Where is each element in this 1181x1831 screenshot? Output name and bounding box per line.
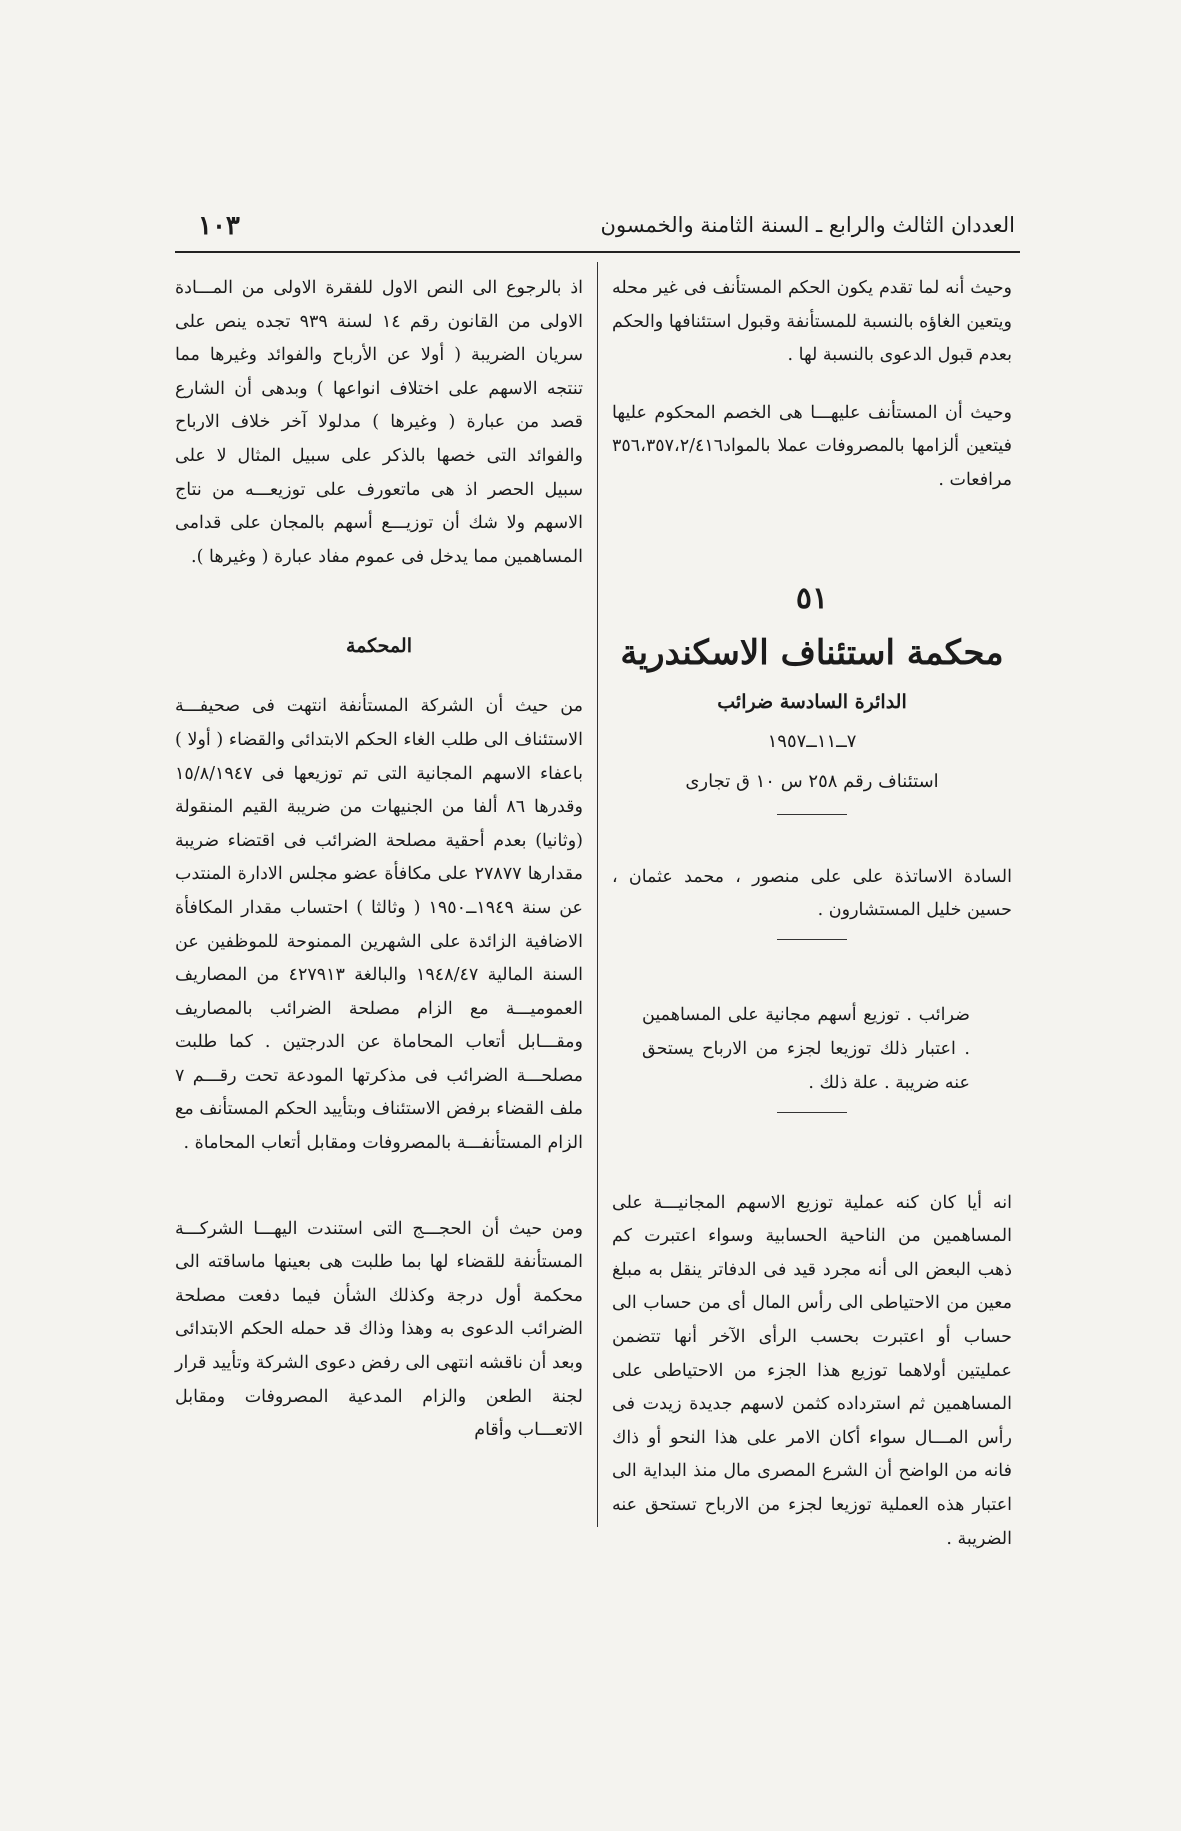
appeal-number: استئناف رقم ٢٥٨ س ١٠ ق تجارى xyxy=(685,770,939,792)
right-column xyxy=(612,272,1012,1556)
paragraph: اذ بالرجوع الى النص الاول للفقرة الاولى من المـــادة الاولى من القانون رقم ١٤ لسنة ٩٣٩ تجده ينص على سريان الضريبة ( أولا عن الأرباح والفوائد وغيرها مما تنتجه الاسهم على اختلاف انواعها ) وبدهى أن الشارع قصد من عبارة ( وغيرها ) مدلولا آخر خلاف الارباح والفوائد التى خصها بالذكر على سبيل المثال لا على سبيل الحصر اذ هى ماتعورف على توزيعـــه من نتاج الاسهم ولا شك أن توزيـــع أسهم بالمجان على قدامى المساهمين مما يدخل فى عموم مفاد عبارة ( وغيرها ). xyxy=(175,278,584,567)
paragraph: انه أيا كان كنه عملية توزيع الاسهم المجانيـــة على المساهمين من الناحية الحسابية وسواء اعتبرت كم ذهب البعض الى أنه مجرد قيد فى الدفاتر ينقل به مبلغ معين من الاحتياطى الى رأس المال أى من حساب الى حساب أو اعتبرت بحسب الرأى الآخر أنها تتضمن عمليتين أولاهما توزيع هذا الجزء من الاحتياطى على المساهمين ثم استرداده كثمن لاسهم جديدة زيدت فى رأس المـــال سواء أكان الامر على هذا النحو أو ذاك فانه من الواضح أن الشرع المصرى مال منذ البداية الى اعتبار هذه العملية توزيعا لجزء من الارباح تستحق عنه الضريبة . xyxy=(612,1192,1012,1549)
left-column xyxy=(175,272,583,1448)
page-header xyxy=(180,213,1015,247)
page-number: ١٠٣ xyxy=(198,211,240,241)
separator-rule xyxy=(777,1112,847,1113)
separator-rule xyxy=(777,814,847,815)
chamber-name: الدائرة السادسة ضرائب xyxy=(717,690,907,713)
running-head: العددان الثالث والرابع ـ السنة الثامنة والخمسون xyxy=(600,213,1015,237)
judges-list: السادة الاساتذة على على منصور ، محمد عثمان ، حسين خليل المستشارون . xyxy=(612,866,1012,920)
separator-rule xyxy=(777,939,847,940)
case-number: ٥١ xyxy=(795,580,829,616)
paragraph: من حيث أن الشركة المستأنفة انتهت فى صحيفـــة الاستئناف الى طلب الغاء الحكم الابتدائى والقضاء ( أولا ) باعفاء الاسهم المجانية التى تم توزيعها فى ١٥/٨/١٩٤٧ وقدرها ٨٦ ألفا من الجنيهات من ضريبة القيم المنقولة (وثانيا) بعدم أحقية مصلحة الضرائب فى اقتضاء ضريبة مقدارها ٢٧٨٧٧ على مكافأة عضو مجلس الادارة المنتدب عن سنة ١٩٤٩ــ١٩٥٠ ( وثالثا ) احتساب مقدار المكافأة الاضافية الزائدة على الشهرين الممنوحة للموظفين عن السنة المالية ١٩٤٨/٤٧ والبالغة ٤٢٧٩١٣ من المصاريف العموميـــة مع الزام مصلحة الضرائب بالمصاريف ومقـــابل أتعاب المحاماة عن الدرجتين . كما طلبت مصلحـــة الضرائب فى مذكرتها المودعة تحت رقـــم ٧ ملف القضاء برفض الاستئناف وبتأييد الحكم المستأنف مع الزام المستأنفـــة بالمصروفات ومقابل أتعاب المحاماة . xyxy=(175,696,584,1154)
judgment-date: ٧ــ١١ــ١٩٥٧ xyxy=(767,730,857,752)
case-summary: ضرائب . توزيع أسهم مجانية على المساهمين . اعتبار ذلك توزيعا لجزء من الارباح يستحق عنه ضريبة . علة ذلك . xyxy=(642,1004,970,1093)
court-name: محكمة استئناف الاسكندرية xyxy=(620,632,1004,673)
section-title: المحكمة xyxy=(346,635,412,658)
column-divider xyxy=(597,262,598,1527)
paragraph: ومن حيث أن الحجـــج التى استندت اليهـــا الشركـــة المستأنفة للقضاء لها بما طلبت هى بعينها ماساقته الى محكمة أول درجة وكذلك الشأن فيما دفعت مصلحة الضرائب الدعوى به وهذا وذاك قد حمله الحكم الابتدائى وبعد أن ناقشه انتهى الى رفض دعوى الشركة وتأييد قرار لجنة الطعن والزام المدعية المصروفات ومقابل الاتعـــاب وأقام xyxy=(175,1218,583,1441)
paragraph: وحيث أنه لما تقدم يكون الحكم المستأنف فى غير محله ويتعين الغاؤه بالنسبة للمستأنفة وقبول استئنافها والحكم بعدم قبول الدعوى بالنسبة لها . xyxy=(612,278,1012,366)
paragraph: وحيث أن المستأنف عليهـــا هى الخصم المحكوم عليها فيتعين ألزامها بالمصروفات عملا بالمواد٣٥٦،٣٥٧،٢/٤١٦ مرافعات . xyxy=(612,402,1012,490)
header-rule xyxy=(175,251,1020,253)
